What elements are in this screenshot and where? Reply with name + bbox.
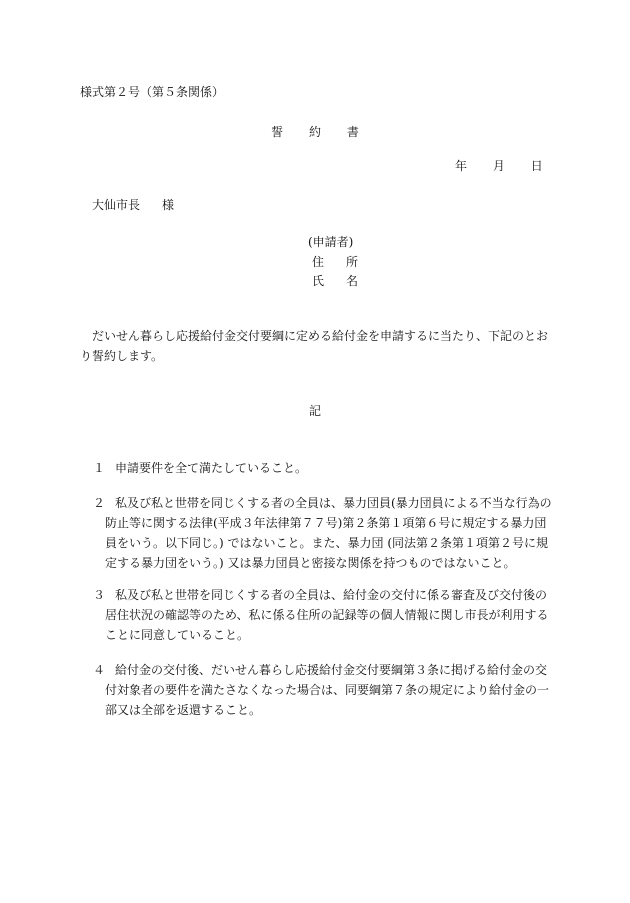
title-char: 誓 xyxy=(271,125,284,139)
list-item xyxy=(93,493,553,573)
applicant-heading: (申請者) xyxy=(308,235,354,249)
list-item xyxy=(93,585,553,645)
name-label xyxy=(312,272,358,289)
item-text: 私及び私と世帯を同じくする者の全員は、給付金の交付に係る審査及び交付後の居住状況の確認等のため、私に係る住所の記録等の個人情報に関し市長が利用することに同意していること。 xyxy=(105,588,549,642)
address-label xyxy=(312,253,358,270)
address-label-char: 所 xyxy=(346,255,359,269)
date-month: 月 xyxy=(492,159,505,173)
name-label-char: 氏 xyxy=(312,274,325,288)
address-label-char: 住 xyxy=(312,255,325,269)
list-item xyxy=(93,458,553,478)
recipient-honorific: 様 xyxy=(162,198,175,212)
date-year: 年 xyxy=(455,159,468,173)
item-text: 給付金の交付後、だいせん暮らし応援給付金交付要綱第３条に掲げる給付金の交付対象者の要件を満たさなくなった場合は、同要綱第７条の規定により給付金の一部又は全部を返還すること。 xyxy=(105,663,550,717)
recipient xyxy=(92,196,174,213)
item-text: 私及び私と世帯を同じくする者の全員は、暴力団員(暴力団員による不当な行為の防止等に関する法律(平成３年法律第７７号)第２条第１項第６号に規定する暴力団員をいう。以下同じ。) ではないこと。また、暴力団 (同法第２条第１項第２号に規定する暴力団をいう。) 又は暴力団員と密接な関係を持つものではないこと。 xyxy=(105,496,552,570)
document-title xyxy=(0,123,630,140)
item-text: 申請要件を全て満たしていること。 xyxy=(115,461,308,475)
ki-heading: 記 xyxy=(308,404,321,418)
title-char: 書 xyxy=(346,125,359,139)
recipient-name: 大仙市長 xyxy=(92,198,141,212)
item-number: ４ xyxy=(93,663,106,677)
item-number: １ xyxy=(93,461,106,475)
name-label-char: 名 xyxy=(346,274,359,288)
list-item xyxy=(93,660,553,720)
date-line xyxy=(455,157,543,174)
date-day: 日 xyxy=(530,159,543,173)
title-char: 約 xyxy=(308,125,321,139)
form-number: 様式第２号（第５条関係） xyxy=(80,85,225,99)
item-number: ２ xyxy=(93,496,106,510)
intro-paragraph: だいせん暮らし応援給付金交付要綱に定める給付金を申請するに当たり、下記のとおり誓約します。 xyxy=(80,329,549,363)
item-number: ３ xyxy=(93,588,106,602)
